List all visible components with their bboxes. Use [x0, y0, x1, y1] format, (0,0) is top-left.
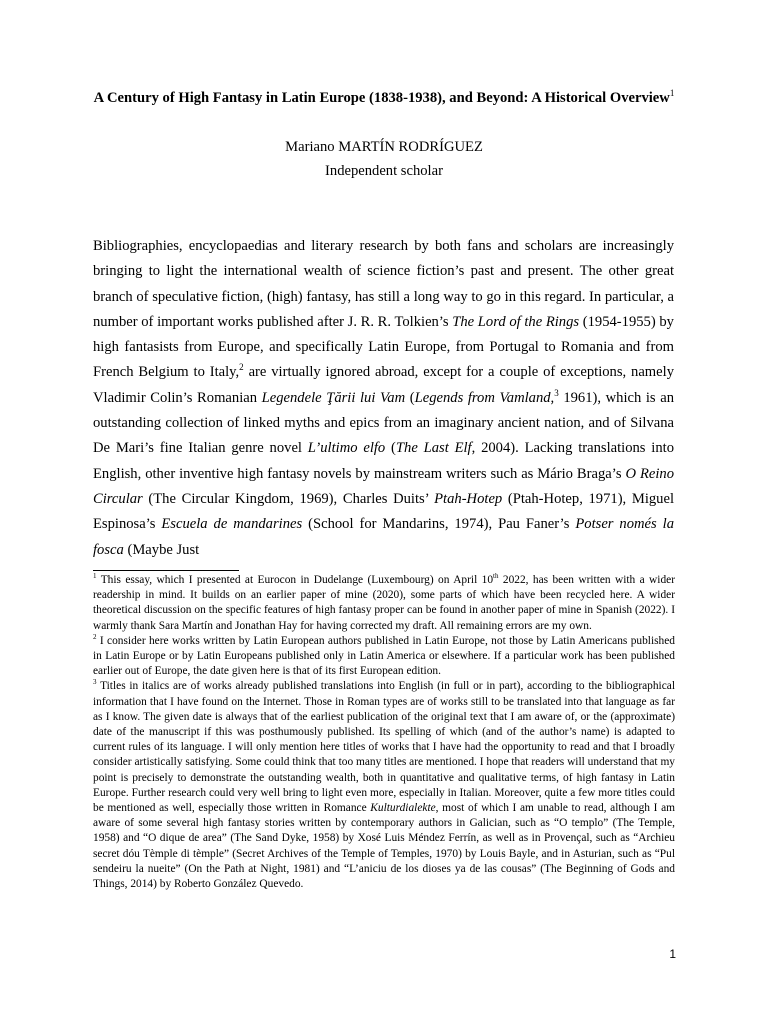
italic-title: Escuela de mandarines: [161, 516, 303, 533]
text-run: (Maybe Just: [123, 541, 200, 558]
italic-title: Legendele Ţării lui Vam: [261, 389, 406, 406]
text-run: (1954-1955) by high fantasists from Europe, and specifically Latin Europe, from Portugal to Romania and from French Belgium to Italy,: [93, 313, 674, 381]
footnote-reference[interactable]: 2: [239, 362, 244, 373]
italic-title: Ptah-Hotep: [434, 490, 503, 507]
text-run: , 2004). Lacking translations into English, other inventive high fantasy novels by mainstream writers such as Mário Braga’s: [93, 440, 675, 482]
text-run: , most of which I am unable to read, although I am aware of some several high fantasy stories written by contemporary authors in Galician, such as “O templo” (The Temple, 1958) and “O dique de area” (The Sand Dyke, 1958) by Xosé Luis Méndez Ferrín, as well as in Provençal, such as “Archieu secret dóu Tèmple di tèmple” (Secret Archives of the Temple of Temples, 1970) by Louis Bayle, and in Asturian, such as “Pul sendeiru la nueite” (On the Path at Night, 1981) and “L’aniciu de los dioses ya de las cousas” (The Beginning of Gods and Things, 2014) by Roberto González Quevedo.: [93, 802, 675, 891]
italic-title: Kulturdialekte: [370, 802, 436, 815]
footnote-reference[interactable]: 1: [93, 572, 97, 581]
body-paragraph: [93, 234, 674, 563]
text-run: 2022, has been written with a wider readership in mind. It builds on an earlier paper of mine (2020), some parts of which have been recycled here. A wider theoretical discussion on the specific features of high fantasy proper can be found in another paper of mine in Spanish (2022). I warmly thank Sara Martín and Jonathan Hay for having corrected my draft. All remaining errors are my own.: [93, 574, 675, 632]
text-run: 1961), which is an outstanding collection of linked myths and epics from an imaginary ancient nation, and of Silvana De Mari’s fine Italian genre novel: [93, 389, 674, 457]
italic-title: O Reino Circular: [93, 465, 674, 507]
title-footnote-ref[interactable]: 1: [669, 88, 675, 99]
page-number: 1: [669, 947, 676, 961]
footnote-1: [93, 573, 675, 634]
paper-title-text: A Century of High Fantasy in Latin Europe (1838-1938), and Beyond: A Historical Overview: [93, 90, 670, 106]
footnote-reference[interactable]: 2: [93, 633, 97, 642]
text-run: I consider here works written by Latin European authors published in Latin Europe, not those by Latin Americans published in Latin Europe or by Latin Europeans published only in Latin America or elsewhere. If a particular work has been published earlier out of Europe, the date given here is that of its first European edition.: [93, 634, 675, 678]
text-run: Bibliographies, encyclopaedias and literary research by both fans and scholars are increasingly bringing to light the international wealth of science fiction’s past and present. The other great branch of speculative fiction, (high) fantasy, has still a long way to go in this regard. In particular, a number of important works published after J. R. R. Tolkien’s: [93, 238, 674, 330]
italic-title: The Lord of the Rings: [452, 313, 580, 330]
italic-title: Potser només la fosca: [93, 516, 675, 558]
footnote-reference[interactable]: th: [493, 572, 499, 581]
footnote-2: [93, 634, 675, 680]
paper-title: [93, 86, 675, 110]
italic-title: The Last Elf: [395, 440, 472, 457]
footnote-3: [93, 679, 675, 892]
text-run: (Ptah-Hotep, 1971), Miguel Espinosa’s: [93, 490, 675, 533]
author-affiliation: Independent scholar: [325, 163, 443, 179]
footnote-separator: [93, 570, 239, 571]
text-run: are virtually ignored abroad, except for a couple of exceptions, namely Vladimir Colin’s Romanian: [93, 364, 674, 406]
text-run: Titles in italics are of works already published translations into English (in full or in part), according to the bibliographical information that I have found on the Internet. Those in Roman types are of works still to be translated into that language as far as I know. The given date is always that of the earliest publication of the original text that I am aware of, or the (approximate) date of the manuscript if this was posthumously published. Its spelling of which (and of the author’s name) is adapted to current rules of its language. I will only mention here titles of works that I have had the opportunity to read and that I broadly consider artistically satisfying. Some could think that too many titles are mentioned. I hope that readers will understand that my point is precisely to demonstrate the outstanding wealth, both in quantitative and qualitative terms, of high fantasy in Latin Europe. Further research could very well bring to light even more, especially in Italian. Moreover, quite a few more titles could be mentioned as well, especially those written in Romance: [93, 680, 675, 815]
author-name: Mariano MARTÍN RODRÍGUEZ: [285, 139, 483, 155]
footnote-reference[interactable]: 3: [93, 678, 97, 687]
footnote-reference[interactable]: 3: [554, 387, 559, 398]
text-run: (: [385, 440, 396, 457]
text-run: (School for Mandarins, 1974), Pau Faner’s: [302, 516, 576, 533]
text-run: (The Circular Kingdom, 1969), Charles Duits’: [142, 490, 435, 507]
italic-title: Legends from Vamland,: [414, 389, 555, 406]
text-run: (: [405, 389, 415, 406]
italic-title: L’ultimo elfo: [307, 440, 386, 457]
text-run: This essay, which I presented at Eurocon in Dudelange (Luxembourg) on April 10: [96, 574, 494, 586]
footnotes-section: [93, 573, 675, 892]
